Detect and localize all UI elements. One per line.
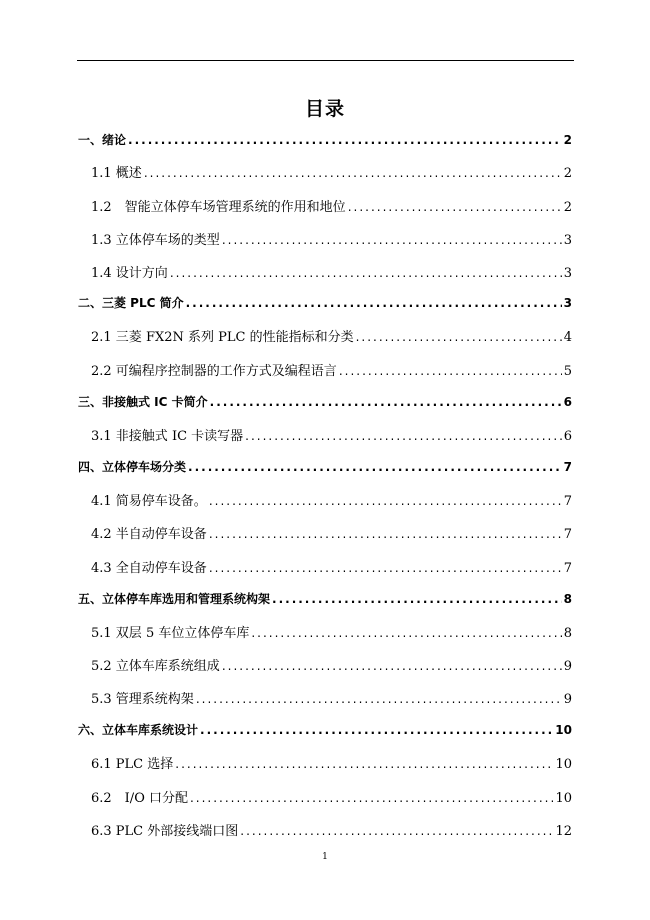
toc-entry-label: 4.1 简易停车设备。 xyxy=(91,494,207,509)
toc-entry-page: 7 xyxy=(563,460,572,474)
dot-leader xyxy=(272,592,562,606)
toc-entry-label: 四、立体停车场分类 xyxy=(78,460,187,474)
toc-entry-page: 6 xyxy=(563,429,572,444)
toc-entry-page: 2 xyxy=(563,133,572,147)
toc-entry-label: 6.1 PLC 选择 xyxy=(91,757,174,772)
toc-entry-label: 三、非接触式 IC 卡简介 xyxy=(78,395,208,409)
toc-entry-label: 1.4 设计方向 xyxy=(91,266,168,281)
toc-entry[interactable] xyxy=(91,490,572,510)
dot-leader xyxy=(170,266,562,280)
toc-entry[interactable] xyxy=(91,655,572,675)
toc-entry[interactable] xyxy=(78,294,572,314)
dot-leader xyxy=(356,330,562,344)
dot-leader xyxy=(348,200,562,214)
toc-entry-page: 12 xyxy=(555,824,572,839)
dot-leader xyxy=(245,429,562,443)
dot-leader xyxy=(144,166,562,180)
toc-entry-page: 3 xyxy=(563,233,572,248)
toc-entry-label: 五、立体停车库选用和管理系统构架 xyxy=(78,592,271,606)
toc-entry[interactable] xyxy=(78,721,572,741)
toc-entry[interactable] xyxy=(91,196,572,216)
toc-entry[interactable] xyxy=(78,458,572,478)
toc-entry-page: 7 xyxy=(563,527,572,542)
toc-entry-page: 8 xyxy=(563,592,572,606)
toc-entry-page: 4 xyxy=(563,330,572,345)
toc-entry[interactable] xyxy=(91,360,572,380)
toc-entry-page: 9 xyxy=(563,692,572,707)
toc-entry[interactable] xyxy=(78,393,572,413)
dot-leader xyxy=(222,659,562,673)
toc-entry-label: 二、三菱 PLC 简介 xyxy=(78,296,184,310)
toc-entry-page: 3 xyxy=(563,296,572,310)
toc-entry[interactable] xyxy=(91,753,572,773)
toc-entry[interactable] xyxy=(91,425,572,445)
toc-entry[interactable] xyxy=(91,820,572,840)
toc-entry-page: 2 xyxy=(563,200,572,215)
toc-entry-page: 5 xyxy=(563,364,572,379)
dot-leader xyxy=(196,692,562,706)
toc-entry[interactable] xyxy=(91,787,572,807)
toc-entry-label: 4.3 全自动停车设备 xyxy=(91,561,207,576)
toc-entry[interactable] xyxy=(78,131,572,151)
toc-entry-label: 1.2 智能立体停车场管理系统的作用和地位 xyxy=(91,200,346,215)
header-rule xyxy=(77,60,574,61)
dot-leader xyxy=(209,561,562,575)
toc-entry[interactable] xyxy=(78,590,572,610)
toc-entry-page: 7 xyxy=(563,494,572,509)
toc-entry[interactable] xyxy=(91,162,572,182)
toc-entry-label: 6.2 I/O 口分配 xyxy=(91,791,188,806)
toc-entry[interactable] xyxy=(91,326,572,346)
dot-leader xyxy=(188,460,562,474)
toc-title: 目录 xyxy=(304,98,345,120)
toc-entry-page: 2 xyxy=(563,166,572,181)
toc-entry-page: 9 xyxy=(563,659,572,674)
toc-entry-label: 1.1 概述 xyxy=(91,166,142,181)
toc-entry[interactable] xyxy=(91,688,572,708)
toc-entry[interactable] xyxy=(91,229,572,249)
toc-entry-label: 1.3 立体停车场的类型 xyxy=(91,233,220,248)
toc-entry-label: 5.2 立体车库系统组成 xyxy=(91,659,220,674)
dot-leader xyxy=(190,791,553,805)
dot-leader xyxy=(200,723,553,737)
toc-entry-label: 5.3 管理系统构架 xyxy=(91,692,194,707)
toc-entry-page: 10 xyxy=(555,791,572,806)
toc-entry-label: 六、立体车库系统设计 xyxy=(78,723,199,737)
toc-entry-label: 6.3 PLC 外部接线端口图 xyxy=(91,824,239,839)
toc-entry-page: 10 xyxy=(555,757,572,772)
dot-leader xyxy=(175,757,553,771)
dot-leader xyxy=(339,364,562,378)
dot-leader xyxy=(222,233,562,247)
toc-entry-label: 一、绪论 xyxy=(78,133,127,147)
toc-entry[interactable] xyxy=(91,262,572,282)
toc-entry-page: 6 xyxy=(563,395,572,409)
toc-entry[interactable] xyxy=(91,523,572,543)
toc-entry-label: 2.2 可编程序控制器的工作方式及编程语言 xyxy=(91,364,337,379)
toc-entry-page: 8 xyxy=(563,626,572,641)
toc-entry-page: 10 xyxy=(555,723,572,737)
toc-entry-label: 3.1 非接触式 IC 卡读写器 xyxy=(91,429,244,444)
toc-entry-page: 7 xyxy=(563,561,572,576)
dot-leader xyxy=(209,527,562,541)
dot-leader xyxy=(128,133,562,147)
dot-leader xyxy=(251,626,561,640)
dot-leader xyxy=(186,296,562,310)
dot-leader xyxy=(240,824,553,838)
footer-page-number: 1 xyxy=(322,852,328,862)
toc-entry-label: 2.1 三菱 FX2N 系列 PLC 的性能指标和分类 xyxy=(91,330,354,345)
dot-leader xyxy=(209,494,562,508)
toc-entry-label: 5.1 双层 5 车位立体停车库 xyxy=(91,626,250,641)
toc-entry[interactable] xyxy=(91,557,572,577)
toc-entry-page: 3 xyxy=(563,266,572,281)
dot-leader xyxy=(210,395,562,409)
toc-entry-label: 4.2 半自动停车设备 xyxy=(91,527,207,542)
toc-entry[interactable] xyxy=(91,622,572,642)
